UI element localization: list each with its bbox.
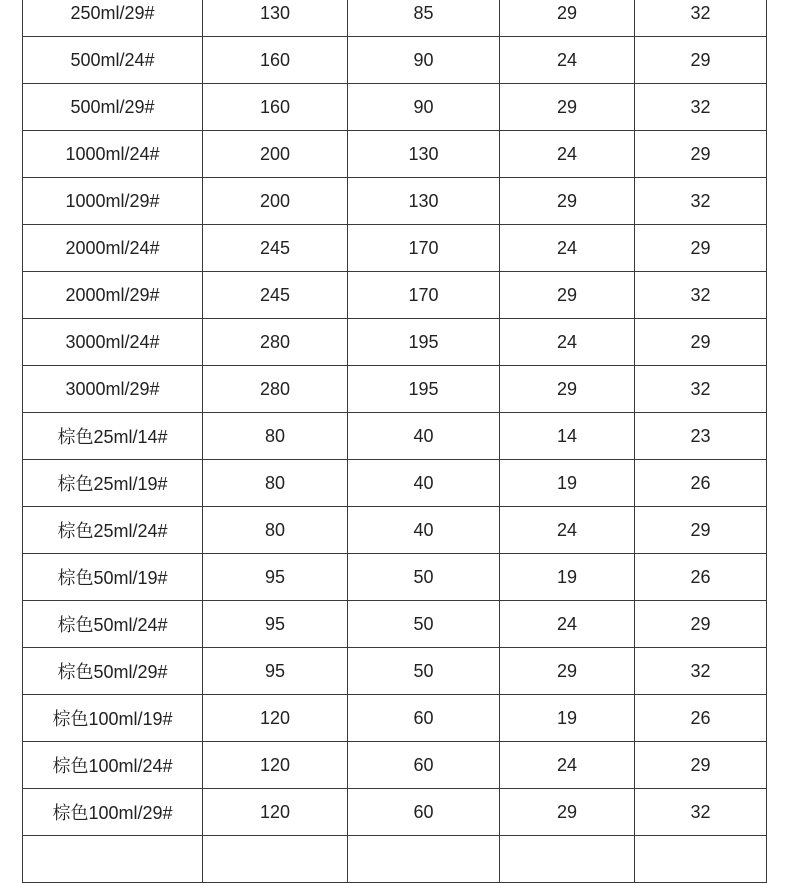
spec-cell-value: 40: [348, 507, 500, 554]
spec-cell-value: 160: [203, 84, 348, 131]
spec-cell-size: 棕色50ml/19#: [23, 554, 203, 601]
spec-cell-value: [500, 836, 635, 883]
table-row: [23, 131, 767, 178]
spec-cell-value: [348, 836, 500, 883]
spec-cell-value: 280: [203, 319, 348, 366]
spec-cell-value: 29: [635, 131, 767, 178]
spec-cell-size: 棕色50ml/29#: [23, 648, 203, 695]
spec-cell-value: 24: [500, 742, 635, 789]
spec-cell-value: 130: [348, 178, 500, 225]
spec-cell-value: 29: [500, 84, 635, 131]
table-row: [23, 648, 767, 695]
spec-cell-value: 80: [203, 460, 348, 507]
table-row: [23, 84, 767, 131]
spec-cell-value: 60: [348, 789, 500, 836]
spec-cell-value: 29: [635, 225, 767, 272]
table-row: [23, 366, 767, 413]
spec-cell-value: 19: [500, 695, 635, 742]
spec-cell-value: 170: [348, 272, 500, 319]
spec-cell-value: 29: [635, 507, 767, 554]
spec-cell-value: 245: [203, 225, 348, 272]
spec-cell-value: 29: [635, 37, 767, 84]
spec-cell-value: 24: [500, 601, 635, 648]
spec-cell-value: 90: [348, 84, 500, 131]
spec-cell-size: 1000ml/24#: [23, 131, 203, 178]
spec-cell-size: 棕色25ml/19#: [23, 460, 203, 507]
spec-cell-value: 200: [203, 178, 348, 225]
spec-cell-value: 24: [500, 37, 635, 84]
spec-cell-size: 棕色100ml/19#: [23, 695, 203, 742]
spec-cell-value: 29: [500, 648, 635, 695]
spec-cell-value: 14: [500, 413, 635, 460]
spec-cell-value: 280: [203, 366, 348, 413]
spec-cell-value: 29: [500, 272, 635, 319]
spec-cell-value: 60: [348, 742, 500, 789]
spec-cell-size: 棕色100ml/29#: [23, 789, 203, 836]
table-row: [23, 507, 767, 554]
spec-cell-size: 2000ml/24#: [23, 225, 203, 272]
spec-cell-value: [203, 836, 348, 883]
spec-cell-size: 500ml/24#: [23, 37, 203, 84]
spec-cell-value: 26: [635, 554, 767, 601]
spec-cell-value: 29: [500, 0, 635, 37]
spec-cell-value: 32: [635, 366, 767, 413]
spec-cell-value: 19: [500, 554, 635, 601]
spec-cell-value: 120: [203, 695, 348, 742]
table-row: [23, 836, 767, 883]
spec-cell-value: 85: [348, 0, 500, 37]
spec-cell-size: 棕色25ml/14#: [23, 413, 203, 460]
spec-cell-value: 24: [500, 225, 635, 272]
spec-cell-size: 1000ml/29#: [23, 178, 203, 225]
spec-cell-size: 棕色50ml/24#: [23, 601, 203, 648]
spec-cell-value: 32: [635, 272, 767, 319]
spec-cell-size: 棕色100ml/24#: [23, 742, 203, 789]
spec-cell-value: 29: [635, 319, 767, 366]
spec-cell-value: 19: [500, 460, 635, 507]
spec-cell-value: 32: [635, 789, 767, 836]
spec-cell-value: 120: [203, 742, 348, 789]
spec-cell-value: 32: [635, 84, 767, 131]
spec-cell-value: 95: [203, 648, 348, 695]
spec-cell-size: 250ml/29#: [23, 0, 203, 37]
table-row: [23, 413, 767, 460]
table-row: [23, 272, 767, 319]
spec-cell-value: 32: [635, 178, 767, 225]
table-row: [23, 178, 767, 225]
spec-cell-value: 24: [500, 319, 635, 366]
spec-cell-value: [635, 836, 767, 883]
spec-cell-value: 26: [635, 695, 767, 742]
table-row: [23, 554, 767, 601]
spec-cell-value: 160: [203, 37, 348, 84]
spec-cell-value: 200: [203, 131, 348, 178]
spec-cell-value: 40: [348, 413, 500, 460]
spec-cell-size: 2000ml/29#: [23, 272, 203, 319]
spec-cell-value: 29: [635, 742, 767, 789]
spec-cell-value: 195: [348, 366, 500, 413]
spec-cell-value: 50: [348, 554, 500, 601]
spec-cell-value: 95: [203, 601, 348, 648]
spec-cell-value: 120: [203, 789, 348, 836]
spec-cell-value: 32: [635, 648, 767, 695]
spec-cell-value: 26: [635, 460, 767, 507]
table-row: [23, 460, 767, 507]
spec-cell-value: 170: [348, 225, 500, 272]
table-row: [23, 37, 767, 84]
spec-cell-value: 24: [500, 131, 635, 178]
spec-cell-value: 130: [203, 0, 348, 37]
spec-cell-value: 60: [348, 695, 500, 742]
spec-cell-value: 95: [203, 554, 348, 601]
spec-cell-value: 90: [348, 37, 500, 84]
spec-cell-size: [23, 836, 203, 883]
spec-cell-value: 29: [635, 601, 767, 648]
spec-cell-size: 棕色25ml/24#: [23, 507, 203, 554]
spec-cell-value: 50: [348, 601, 500, 648]
spec-cell-value: 29: [500, 178, 635, 225]
table-row: [23, 742, 767, 789]
spec-table: [22, 0, 767, 883]
spec-cell-value: 195: [348, 319, 500, 366]
table-row: [23, 0, 767, 37]
spec-cell-value: 80: [203, 507, 348, 554]
spec-cell-value: 29: [500, 789, 635, 836]
spec-cell-value: 80: [203, 413, 348, 460]
spec-cell-value: 40: [348, 460, 500, 507]
spec-cell-value: 32: [635, 0, 767, 37]
spec-cell-value: 130: [348, 131, 500, 178]
table-row: [23, 695, 767, 742]
spec-cell-value: 245: [203, 272, 348, 319]
spec-table-body: [23, 0, 767, 883]
table-row: [23, 601, 767, 648]
spec-cell-value: 23: [635, 413, 767, 460]
spec-cell-size: 3000ml/24#: [23, 319, 203, 366]
table-row: [23, 789, 767, 836]
spec-cell-value: 50: [348, 648, 500, 695]
spec-cell-value: 29: [500, 366, 635, 413]
spec-cell-size: 500ml/29#: [23, 84, 203, 131]
table-row: [23, 225, 767, 272]
table-row: [23, 319, 767, 366]
spec-cell-value: 24: [500, 507, 635, 554]
spec-cell-size: 3000ml/29#: [23, 366, 203, 413]
